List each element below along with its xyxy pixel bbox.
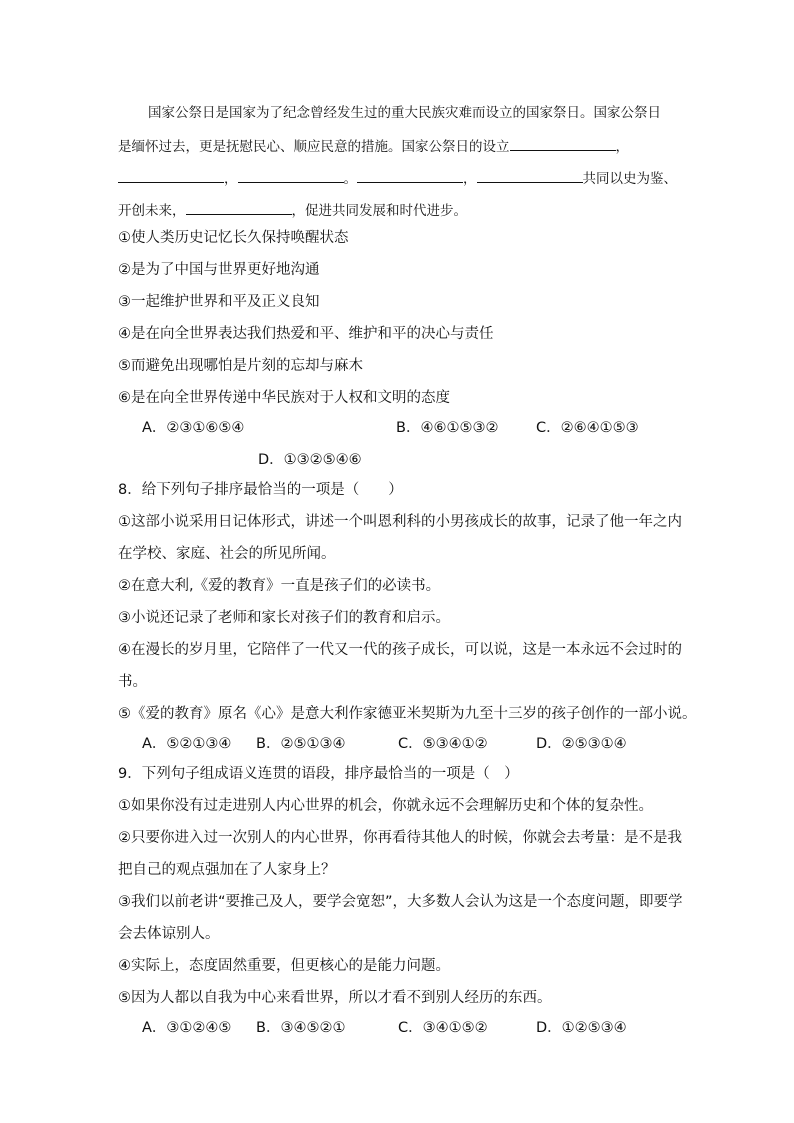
- passage-line-4: [118, 200, 467, 221]
- q8-item-4b: 书。: [118, 674, 147, 690]
- q8-item-4a: ④在漫长的岁月里，它陪伴了一代又一代的孩子成长，可以说，这是一本永远不会过时的: [118, 642, 682, 658]
- q7-option-b[interactable]: B．④⑥①⑤③②: [396, 420, 499, 436]
- q9-option-d[interactable]: D．①②⑤③④: [536, 1020, 627, 1036]
- q8-stem: 8．给下列句子排序最恰当的一项是（ ）: [118, 482, 403, 498]
- answer-blank-5[interactable]: [477, 168, 583, 183]
- q7-item-3: ③一起维护世界和平及正义良知: [118, 294, 320, 310]
- passage-line-4-tail: ，促进共同发展和时代进步。: [291, 203, 467, 219]
- passage-line-2: 是缅怀过去，更是抚慰民心、顺应民意的措施。国家公祭日的设立 ，: [118, 136, 629, 157]
- q8-item-1a: ①这部小说采用日记体形式，讲述一个叫恩利科的小男孩成长的故事，记录了他一年之内: [118, 514, 682, 530]
- separator: 。: [343, 171, 357, 187]
- q9-item-5: ⑤因为人都以自我为中心来看世界，所以才看不到别人经历的东西。: [118, 990, 552, 1006]
- q7-option-d[interactable]: D．①③②⑤④⑥: [258, 452, 362, 468]
- q9-option-c[interactable]: C．③④①⑤②: [398, 1020, 488, 1036]
- q7-item-1: ①使人类历史记忆长久保持唤醒状态: [118, 230, 349, 246]
- answer-blank-2[interactable]: [118, 168, 224, 183]
- q8-option-d[interactable]: D．②⑤③①④: [536, 736, 627, 752]
- q9-item-3b: 会去体谅别人。: [118, 926, 220, 942]
- answer-blank-1[interactable]: [510, 136, 616, 151]
- q9-item-2a: ②只要你进入过一次别人的内心世界，你再看待其他人的时候，你就会去考量：是不是我: [118, 830, 682, 846]
- q7-item-4: ④是在向全世界表达我们热爱和平、维护和平的决心与责任: [118, 326, 494, 342]
- q8-option-b[interactable]: B．②⑤①③④: [256, 736, 346, 752]
- answer-blank-4[interactable]: [357, 168, 463, 183]
- q8-item-1b: 在学校、家庭、社会的所见所闻。: [118, 546, 336, 562]
- q9-item-3a: ③我们以前老讲“要推己及人，要学会宽恕”，大多数人会认为这是一个态度问题，即要学: [118, 894, 683, 910]
- q7-option-a[interactable]: A．②③①⑥⑤④: [142, 420, 245, 436]
- answer-blank-6[interactable]: [186, 200, 292, 215]
- q7-item-5: ⑤而避免出现哪怕是片刻的忘却与麻木: [118, 358, 363, 374]
- q8-item-5: ⑤《爱的教育》原名《心》是意大利作家德亚米契斯为九至十三岁的孩子创作的一部小说。: [118, 706, 697, 722]
- q7-item-2: ②是为了中国与世界更好地沟通: [118, 262, 320, 278]
- q8-item-2: ②在意大利,《爱的教育》一直是孩子们的必读书。: [118, 578, 441, 594]
- q9-item-2b: 把自己的观点强加在了人家身上？: [118, 862, 336, 878]
- passage-line-3-tail: 共同以史为鉴、: [582, 171, 677, 187]
- q8-option-c[interactable]: C．⑤③④①②: [398, 736, 488, 752]
- q9-option-b[interactable]: B．③④⑤②①: [256, 1020, 346, 1036]
- separator: ，: [224, 171, 238, 187]
- passage-line-1: 国家公祭日是国家为了纪念曾经发生过的重大民族灾难而设立的国家祭日。国家公祭日: [148, 105, 661, 121]
- q9-item-4: ④实际上，态度固然重要，但更核心的是能力问题。: [118, 958, 450, 974]
- q8-item-3: ③小说还记录了老师和家长对孩子们的教育和启示。: [118, 610, 450, 626]
- q7-item-6: ⑥是在向全世界传递中华民族对于人权和文明的态度: [118, 390, 450, 406]
- q7-option-c[interactable]: C．②⑥④①⑤③: [536, 420, 639, 436]
- separator: ，: [463, 171, 477, 187]
- passage-line-4-head: 开创未来，: [118, 203, 186, 219]
- q9-option-a[interactable]: A．③①②④⑤: [142, 1020, 232, 1036]
- passage-line-2-text: 是缅怀过去，更是抚慰民心、顺应民意的措施。国家公祭日的设立: [118, 139, 510, 155]
- passage-line-3: [118, 168, 677, 189]
- q9-stem: 9．下列句子组成语义连贯的语段，排序最恰当的一项是（ ）: [118, 766, 519, 782]
- q9-item-1: ①如果你没有过走进别人内心世界的机会，你就永远不会理解历史和个体的复杂性。: [118, 798, 653, 814]
- answer-blank-3[interactable]: [238, 168, 344, 183]
- q8-option-a[interactable]: A．⑤②①③④: [142, 736, 232, 752]
